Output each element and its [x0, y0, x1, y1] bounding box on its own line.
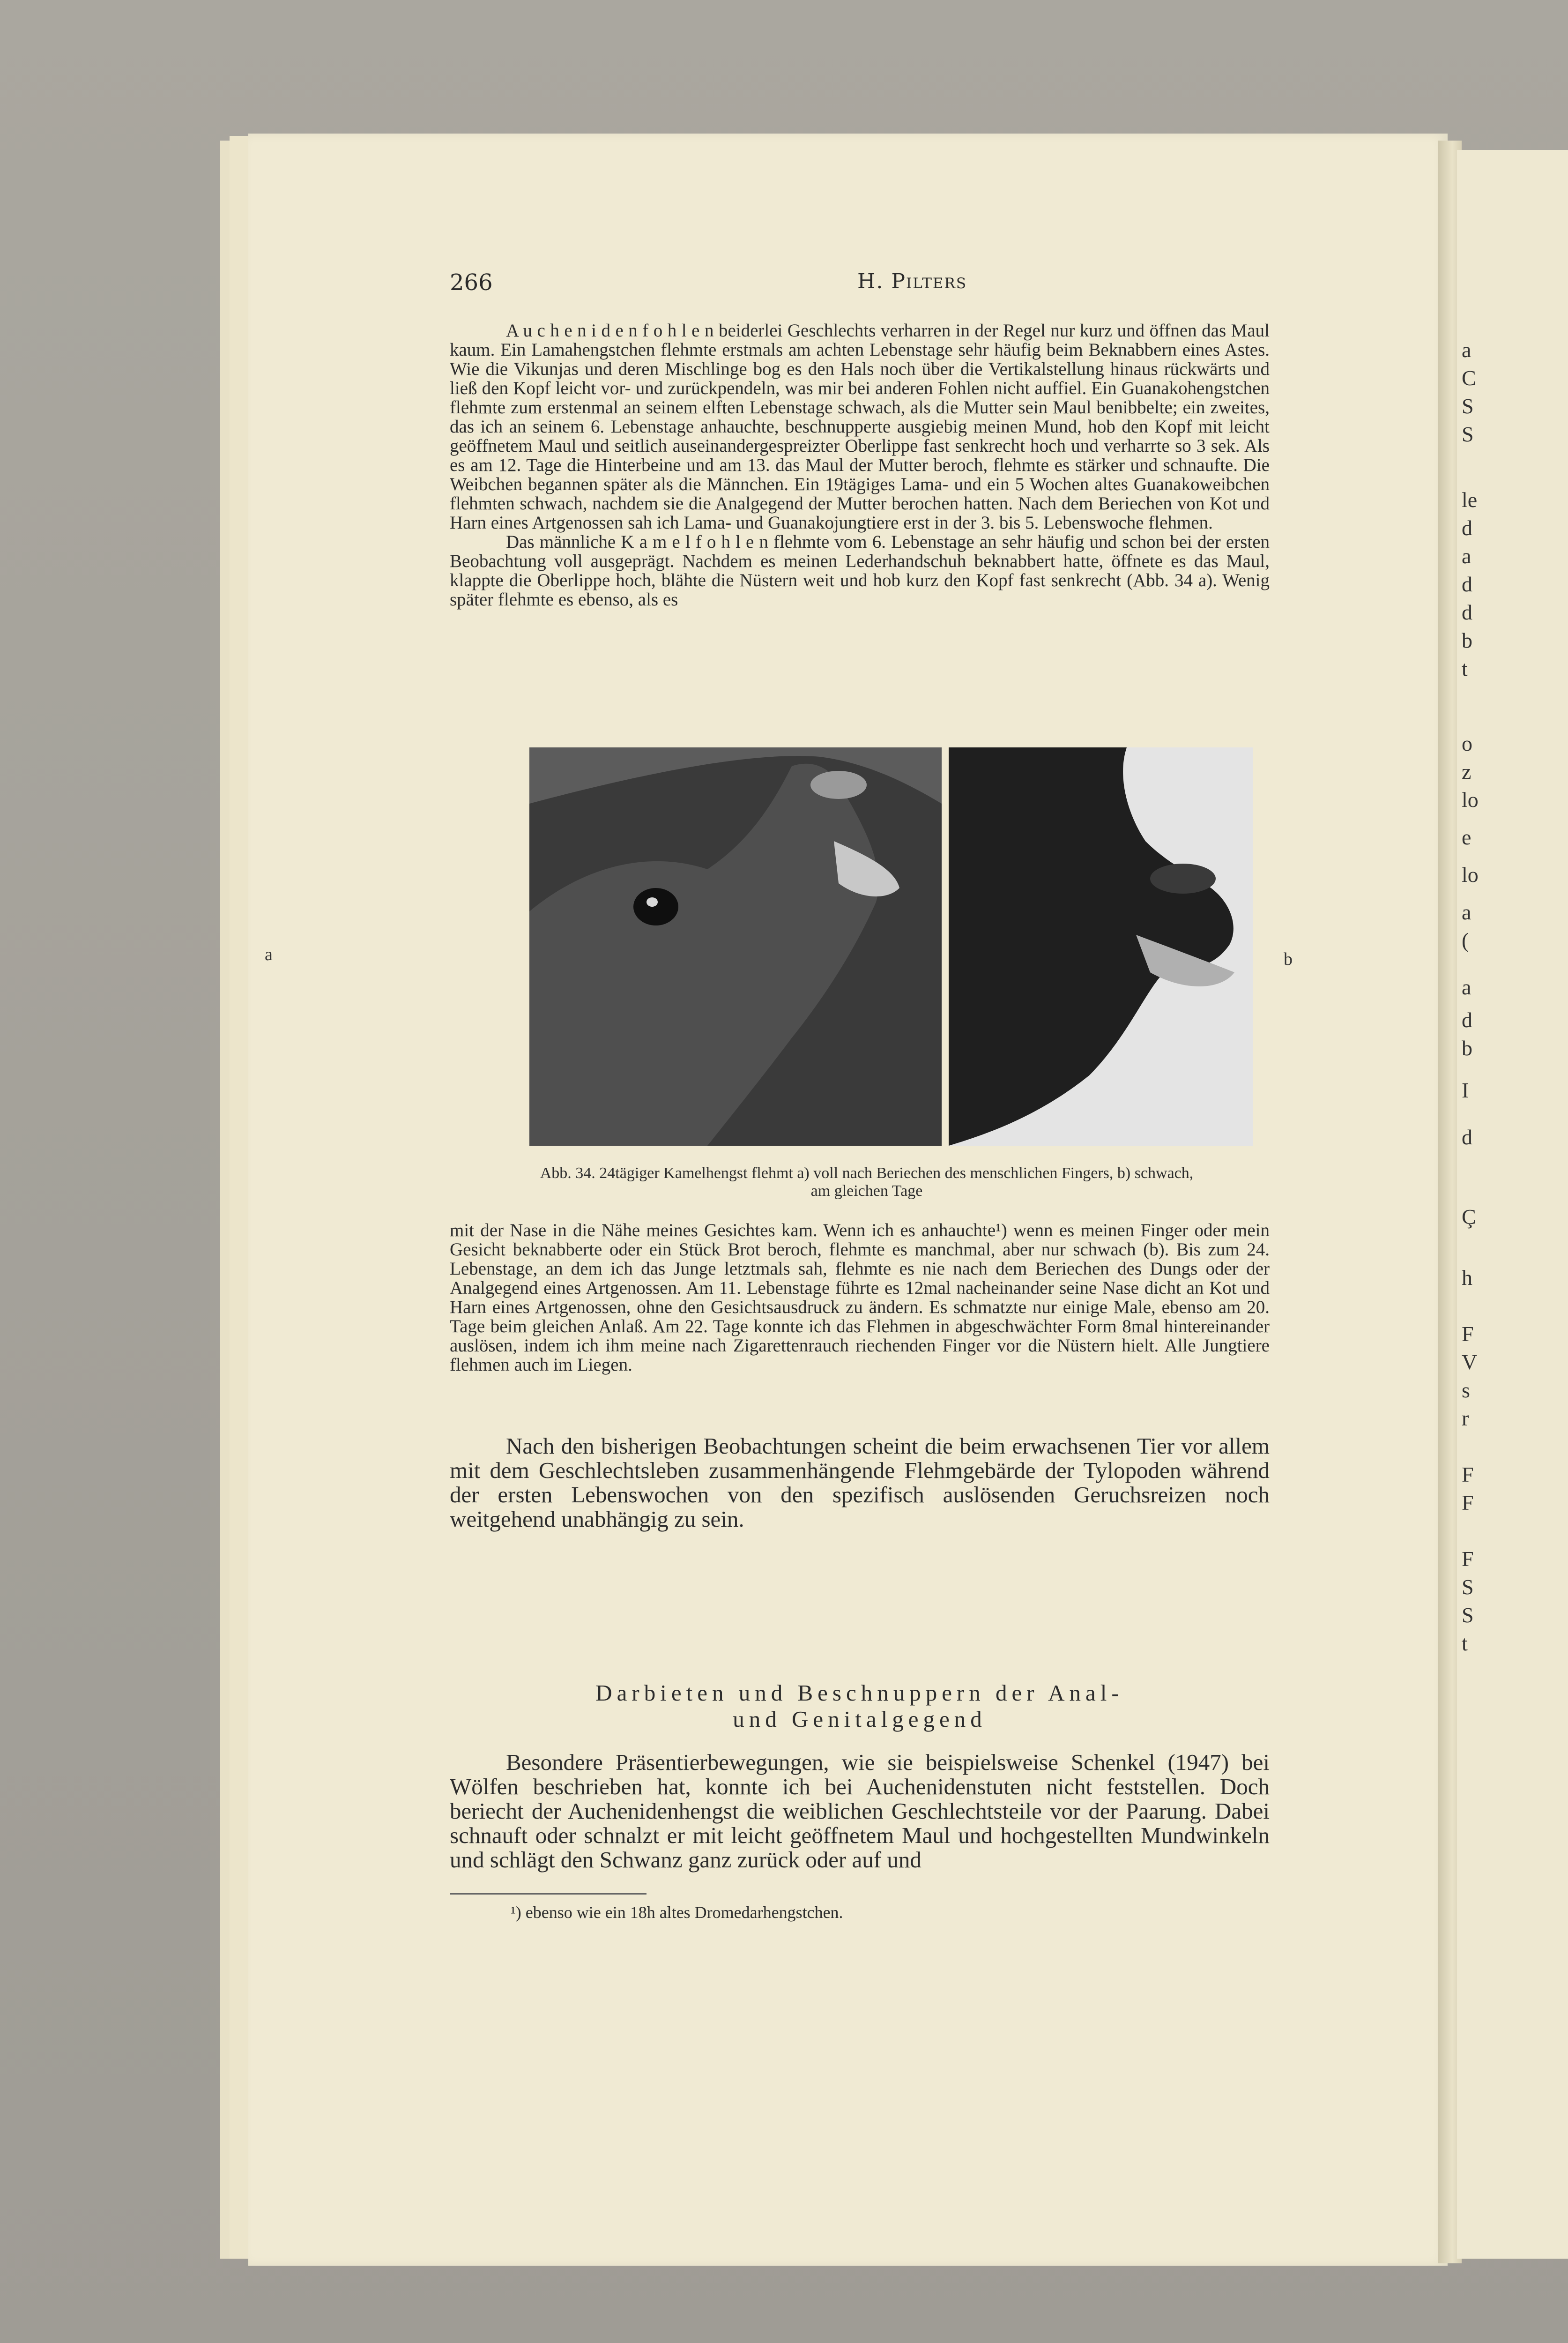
right-page-fragment: d: [1462, 1008, 1472, 1032]
right-page-fragment: d: [1462, 1125, 1472, 1149]
summary-paragraph: Nach den bisherigen Beobachtungen scheint die beim erwachsenen Tier vor allem mit dem Geschlechtsleben zusammenhängende Flehmgebärde der Tylopoden während der ersten Lebenswochen von den spezifisch auslösenden Geruchsreizen noch weitgehend unabhängig zu sein.: [450, 1433, 1270, 1532]
right-page-fragment: d: [1462, 572, 1472, 596]
summary-text: [450, 1434, 1270, 1531]
figure-label-a: a: [265, 945, 273, 964]
right-page-fragment: I: [1462, 1078, 1469, 1102]
left-page: [248, 134, 1448, 2266]
right-page-fragment: a: [1462, 544, 1471, 568]
body-text-top: [450, 321, 1270, 609]
right-page-fragment: S: [1462, 1603, 1474, 1627]
right-page-fragment: F: [1462, 1322, 1474, 1346]
paragraph-kamelfohlen: Das männliche K a m e l f o h l e n flehmte vom 6. Lebenstage an sehr häufig und schon bei der ersten Beobachtung voll ausgeprägt. Nachdem es meinen Lederhandschuh beknabbert hatte, öffnete es das Maul, klappte die Oberlippe hoch, blähte die Nüstern weit und hob kurz den Kopf fast senkrecht (Abb. 34 a). Wenig später flehmte es ebenso, als es: [450, 532, 1270, 610]
right-page-fragment: o: [1462, 731, 1472, 755]
right-page-fragment: b: [1462, 628, 1472, 652]
right-page-fragment: S: [1462, 1575, 1474, 1599]
photo-camel-foal-b: [949, 747, 1253, 1146]
footnote: ¹) ebenso wie ein 18h altes Dromedarhengstchen.: [511, 1903, 843, 1922]
camel-head-b-image: [949, 747, 1253, 1146]
right-page-fragment: F: [1462, 1491, 1474, 1515]
footnote-rule: [450, 1893, 647, 1895]
right-page-fragment: lo: [1462, 788, 1479, 812]
figure-34: [265, 747, 1293, 1146]
figure-caption: Abb. 34. 24tägiger Kamelhengst flehmt a) voll nach Beriechen des menschlichen Fingers, b) schwach, am gleichen Tage: [540, 1164, 1194, 1200]
right-page-fragment: b: [1462, 1036, 1472, 1060]
right-page-fragment: s: [1462, 1378, 1470, 1402]
right-page-fragment: d: [1462, 516, 1472, 540]
section-heading: [450, 1680, 1270, 1732]
right-page-fragment: F: [1462, 1463, 1474, 1486]
paragraph-auchenidenfohlen: A u c h e n i d e n f o h l e n beiderlei Geschlechts verharren in der Regel nur kurz und öffnen das Maul kaum. Ein Lamahengstchen flehmte erstmals am achten Lebenstage sehr häufig beim Beknabbern eines Astes. Wie die Vikunjas und deren Mischlinge bog es den Hals noch über die Vertikalstellung hinaus rückwärts und ließ den Kopf leicht vor- und zurückpendeln, was mir bei anderen Fohlen nicht auffiel. Ein Guanakohengstchen flehmte zum erstenmal an seinem elften Lebenstage schwach, als die Mutter sein Maul benibbelte; ein zweites, das ich an seinem 6. Lebenstage anhauchte, beschnupperte ausgiebig meinen Mund, hob den Kopf mit leicht geöffnetem Maul und seitlich auseinandergespreizter Oberlippe fast senkrecht hoch und verharrte so 3 sek. Als es am 12. Tage die Hinterbeine und am 13. das Maul der Mutter beroch, flehmte es stärker und schnaufte. Die Weibchen begannen später als die Männchen. Ein 19tägiges Lama- und ein 5 Wochen altes Guanakoweibchen flehmten schwach, nachdem sie die Analgegend der Mutter berochen hatten. Nach dem Beriechen von Kot und Harn eines Artgenossen sah ich Lama- und Guanakojungtiere erst in der 3. bis 5. Lebenswoche flehmen.: [450, 321, 1270, 533]
right-page-fragment: a: [1462, 900, 1471, 924]
right-page-fragment: Ç: [1462, 1205, 1476, 1229]
paragraph-after-figure: mit der Nase in die Nähe meines Gesichtes kam. Wenn ich es anhauchte¹) wenn es meinen Finger oder mein Gesicht beknabberte oder ein Stück Brot beroch, flehmte es manchmal, aber nur schwach (b). Bis zum 24. Lebenstage, an dem ich das Junge letztmals sah, flehmte es nie nach dem Beriechen des Dungs oder der Analgegend eines Artgenossen. Am 11. Lebenstage führte es 12mal nacheinander seine Nase dicht an Kot und Harn eines Artgenossen, ohne den Gesichtsausdruck zu ändern. Es schmatzte nur einige Male, ebenso am 20. Tage beim gleichen Anlaß. Am 22. Tage konnte ich das Flehmen in abgeschwächter Form 8mal hintereinander auslösen, indem ich ihm meine nach Zigarettenrauch riechenden Finger vor die Nüstern hielt. Alle Jungtiere flehmen auch im Liegen.: [450, 1220, 1270, 1375]
right-page-fragment: e: [1462, 825, 1471, 849]
right-page: [1457, 150, 1568, 2259]
section-heading-line-2: und Genitalgegend: [733, 1706, 987, 1732]
right-page-fragment: r: [1462, 1406, 1469, 1430]
photo-camel-foal-a: [529, 747, 942, 1146]
right-page-fragment: a: [1462, 338, 1471, 362]
section-text: [450, 1750, 1270, 1872]
right-page-fragment: d: [1462, 600, 1472, 624]
running-head: H. Pilters: [857, 269, 967, 293]
section-heading-line-1: Darbieten und Beschnuppern der Anal-: [595, 1680, 1124, 1706]
right-page-fragment: h: [1462, 1266, 1472, 1290]
right-page-fragment: F: [1462, 1547, 1474, 1571]
right-page-fragment: C: [1462, 366, 1476, 390]
right-page-fragment: a: [1462, 975, 1471, 999]
right-page-fragment: z: [1462, 760, 1471, 783]
section-paragraph: Besondere Präsentierbewegungen, wie sie beispielsweise Schenkel (1947) bei Wölfen beschrieben hat, konnte ich bei Auchenidenstuten nicht feststellen. Doch beriecht der Auchenidenhengst die weiblichen Geschlechtsteile vor der Paarung. Dabei schnauft oder schnalzt er mit leicht geöffnetem Maul und hochgestellten Mundwinkeln und schlägt den Schwanz ganz zurück oder auf und: [450, 1749, 1270, 1873]
right-page-fragment: t: [1462, 1631, 1468, 1655]
right-page-fragment: S: [1462, 422, 1474, 446]
figure-label-b: b: [1284, 949, 1293, 969]
right-page-fragment: (: [1462, 928, 1469, 952]
body-text-after-figure: [450, 1221, 1270, 1374]
camel-head-a-image: [529, 747, 942, 1146]
right-page-fragment: V: [1462, 1350, 1478, 1374]
right-page-fragment: lo: [1462, 863, 1479, 887]
right-page-fragment: S: [1462, 394, 1474, 418]
right-page-fragment: le: [1462, 488, 1478, 512]
right-page-fragment: t: [1462, 657, 1468, 680]
page-number: 266: [450, 269, 493, 296]
